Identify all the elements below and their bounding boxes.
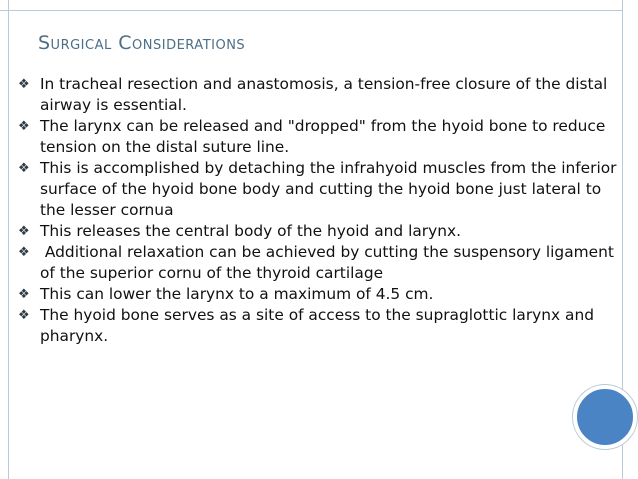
decorative-circle — [573, 385, 637, 449]
bullet-item — [18, 158, 622, 221]
bullet-item — [18, 116, 618, 158]
bullet-text: This releases the central body of the hyoid and larynx. — [40, 222, 461, 240]
bullet-text: Additional relaxation can be achieved by cutting the suspensory ligament of the superior cornu of the thyroid cartilage — [40, 243, 619, 282]
bullet-item — [18, 242, 618, 284]
bullet-text: The hyoid bone serves as a site of access to the supraglottic larynx and pharynx. — [40, 306, 599, 345]
diamond-star-icon: ❖ — [18, 245, 30, 260]
bullet-item — [18, 221, 618, 242]
bullet-text: This can lower the larynx to a maximum of 4.5 cm. — [40, 285, 434, 303]
bullet-list — [18, 74, 622, 347]
diamond-star-icon: ❖ — [18, 287, 30, 302]
slide-border-left — [8, 0, 9, 479]
bullet-item — [18, 74, 618, 116]
diamond-star-icon: ❖ — [18, 224, 30, 239]
bullet-item — [18, 284, 618, 305]
diamond-star-icon: ❖ — [18, 161, 30, 176]
diamond-star-icon: ❖ — [18, 119, 30, 134]
bullet-text: In tracheal resection and anastomosis, a tension-free closure of the distal airway is essential. — [40, 75, 613, 114]
diamond-star-icon: ❖ — [18, 77, 30, 92]
slide-border-top — [0, 10, 622, 11]
bullet-item — [18, 305, 618, 347]
bullet-text: This is accomplished by detaching the infrahyoid muscles from the inferior surface of the hyoid bone body and cutting the hyoid bone just lateral to the lesser cornua — [40, 159, 622, 219]
slide-title: Surgical Considerations — [38, 32, 246, 54]
bullet-text: The larynx can be released and "dropped" from the hyoid bone to reduce tension on the distal suture line. — [40, 117, 611, 156]
diamond-star-icon: ❖ — [18, 308, 30, 323]
